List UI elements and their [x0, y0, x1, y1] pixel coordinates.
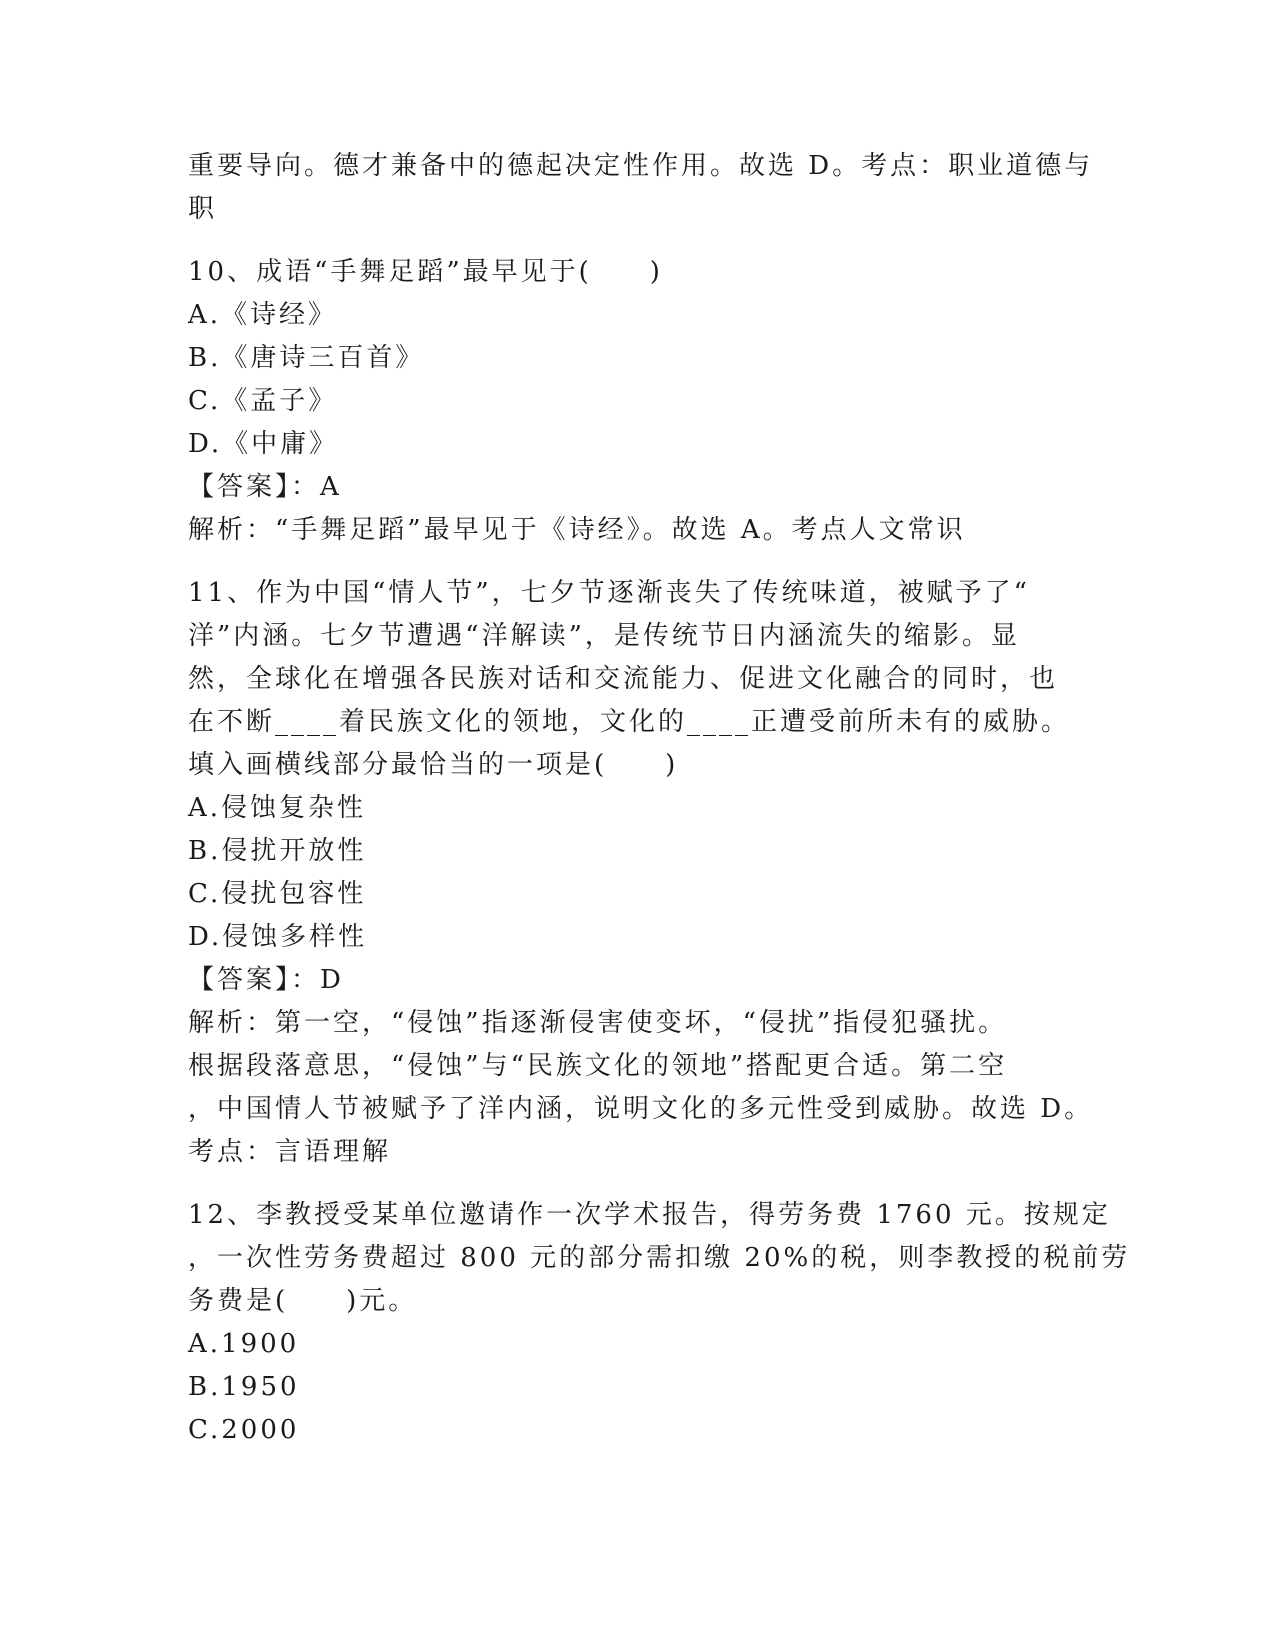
question-stem-line: 填入画横线部分最恰当的一项是( ) [188, 750, 679, 780]
option-a: A.《诗经》 [188, 300, 338, 330]
option-a: A.侵蚀复杂性 [188, 793, 367, 823]
analysis-line: 考点：言语理解 [188, 1137, 392, 1167]
option-d: D.侵蚀多样性 [188, 922, 368, 952]
option-b: B.1950 [188, 1372, 300, 1402]
text-line: 重要导向。德才兼备中的德起决定性作用。故选 D。考点：职业道德与 [188, 151, 1094, 181]
document-page [188, 145, 1131, 1452]
analysis-line: 解析：第一空，“侵蚀”指逐渐侵害使变坏，“侵扰”指侵犯骚扰。 [188, 1008, 1008, 1038]
analysis: 解析：“手舞足蹈”最早见于《诗经》。故选 A。考点人文常识 [188, 515, 966, 545]
analysis-line: ，中国情人节被赋予了洋内涵，说明文化的多元性受到威胁。故选 D。 [188, 1094, 1094, 1124]
question-stem-line: 在不断____着民族文化的领地，文化的____正遭受前所未有的威胁。 [188, 707, 1071, 737]
question-stem-line: 洋”内涵。七夕节遭遇“洋解读”，是传统节日内涵流失的缩影。显 [188, 621, 1020, 651]
answer: 【答案】：D [188, 965, 344, 995]
question-stem-line: ，一次性劳务费超过 800 元的部分需扣缴 20%的税，则李教授的税前劳 [188, 1243, 1131, 1273]
option-b: B.侵扰开放性 [188, 836, 367, 866]
question-stem-line: 务费是( )元。 [188, 1286, 418, 1316]
question-stem-line: 12、李教授受某单位邀请作一次学术报告，得劳务费 1760 元。按规定 [188, 1200, 1111, 1230]
answer: 【答案】：A [188, 472, 342, 502]
text-line: 职 [188, 194, 218, 224]
option-c: C.《孟子》 [188, 386, 338, 416]
question-12 [188, 1194, 1131, 1452]
option-d: D.《中庸》 [188, 429, 339, 459]
question-stem: 10、成语“手舞足蹈”最早见于( ) [188, 257, 663, 287]
question-stem-line: 然，全球化在增强各民族对话和交流能力、促进文化融合的同时，也 [188, 664, 1059, 694]
question-10 [188, 251, 1088, 552]
option-c: C.侵扰包容性 [188, 879, 367, 909]
question-stem-line: 11、作为中国“情人节”，七夕节逐渐丧失了传统味道，被赋予了“ [188, 578, 1030, 608]
option-c: C.2000 [188, 1415, 300, 1445]
option-a: A.1900 [188, 1329, 300, 1359]
question-9-analysis-tail [188, 145, 1094, 231]
option-b: B.《唐诗三百首》 [188, 343, 425, 373]
question-11 [188, 572, 1094, 1174]
analysis-line: 根据段落意思，“侵蚀”与“民族文化的领地”搭配更合适。第二空 [188, 1051, 1008, 1081]
